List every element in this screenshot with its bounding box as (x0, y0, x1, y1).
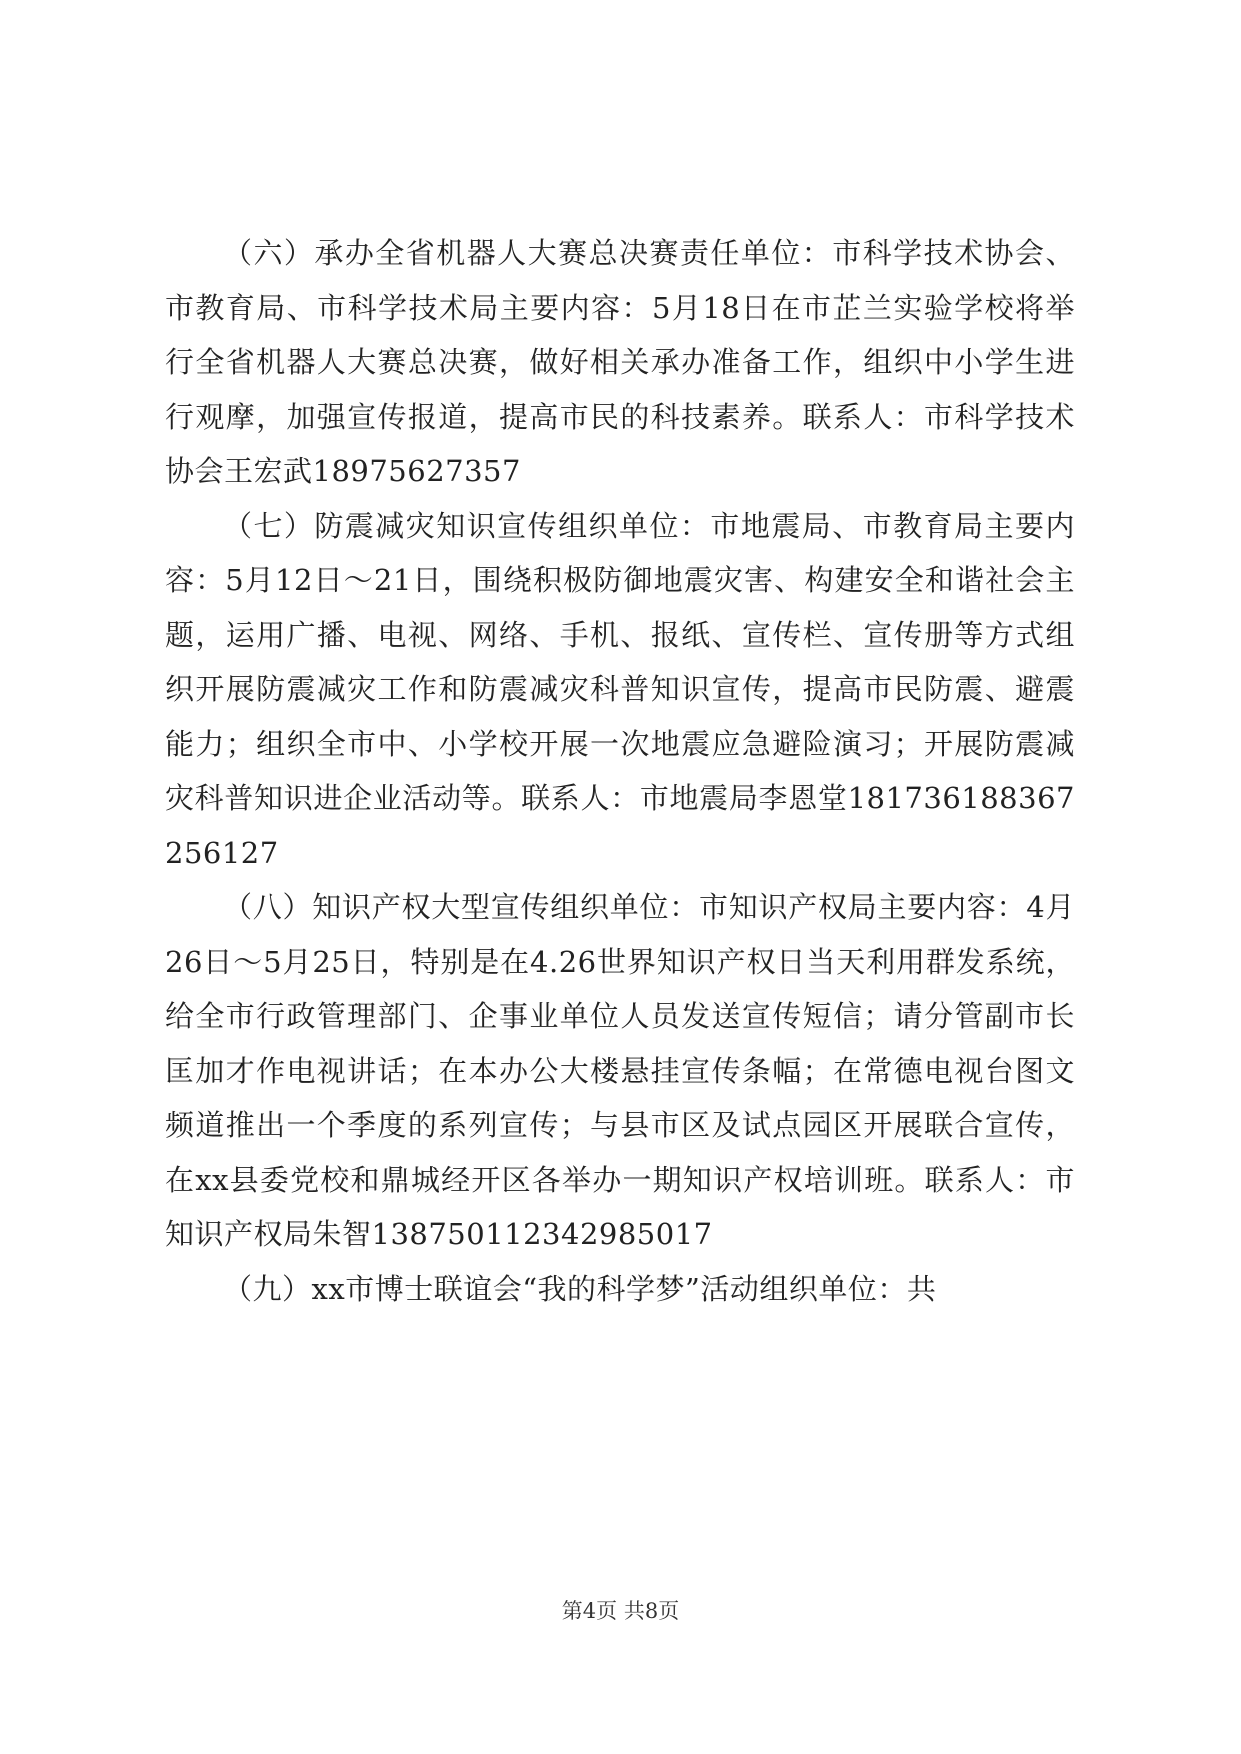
paragraph-7: （七）防震减灾知识宣传组织单位：市地震局、市教育局主要内容：5月12日～21日，围绕积极防御地震灾害、构建安全和谐社会主题，运用广播、电视、网络、手机、报纸、宣传栏、宣传册等方式组织开展防震减灾工作和防震减灾科普知识宣传，提高市民防震、避震能力；组织全市中、小学校开展一次地震应急避险演习；开展防震减灾科普知识进企业活动等。联系人：市地震局李恩堂181736188367256127 (165, 508, 1075, 870)
paragraph-9: （九）xx市博士联谊会“我的科学梦”活动组织单位：共 (223, 1271, 937, 1306)
page-footer: 第4页 共8页 (561, 1599, 680, 1623)
paragraph-8: （八）知识产权大型宣传组织单位：市知识产权局主要内容：4月26日～5月25日，特别是在4.26世界知识产权日当天利用群发系统，给全市行政管理部门、企事业单位人员发送宣传短信；请分管副市长匡加才作电视讲话；在本办公大楼悬挂宣传条幅；在常德电视台图文频道推出一个季度的系列宣传；与县市区及试点园区开展联合宣传，在xx县委党校和鼎城经开区各举办一期知识产权培训班。联系人：市知识产权局朱智138750112342985017 (165, 890, 1075, 1251)
document-body (165, 226, 1075, 1316)
paragraph-6: （六）承办全省机器人大赛总决赛责任单位：市科学技术协会、市教育局、市科学技术局主要内容：5月18日在市芷兰实验学校将举行全省机器人大赛总决赛，做好相关承办准备工作，组织中小学生进行观摩，加强宣传报道，提高市民的科技素养。联系人：市科学技术协会王宏武18975627357 (165, 236, 1075, 488)
